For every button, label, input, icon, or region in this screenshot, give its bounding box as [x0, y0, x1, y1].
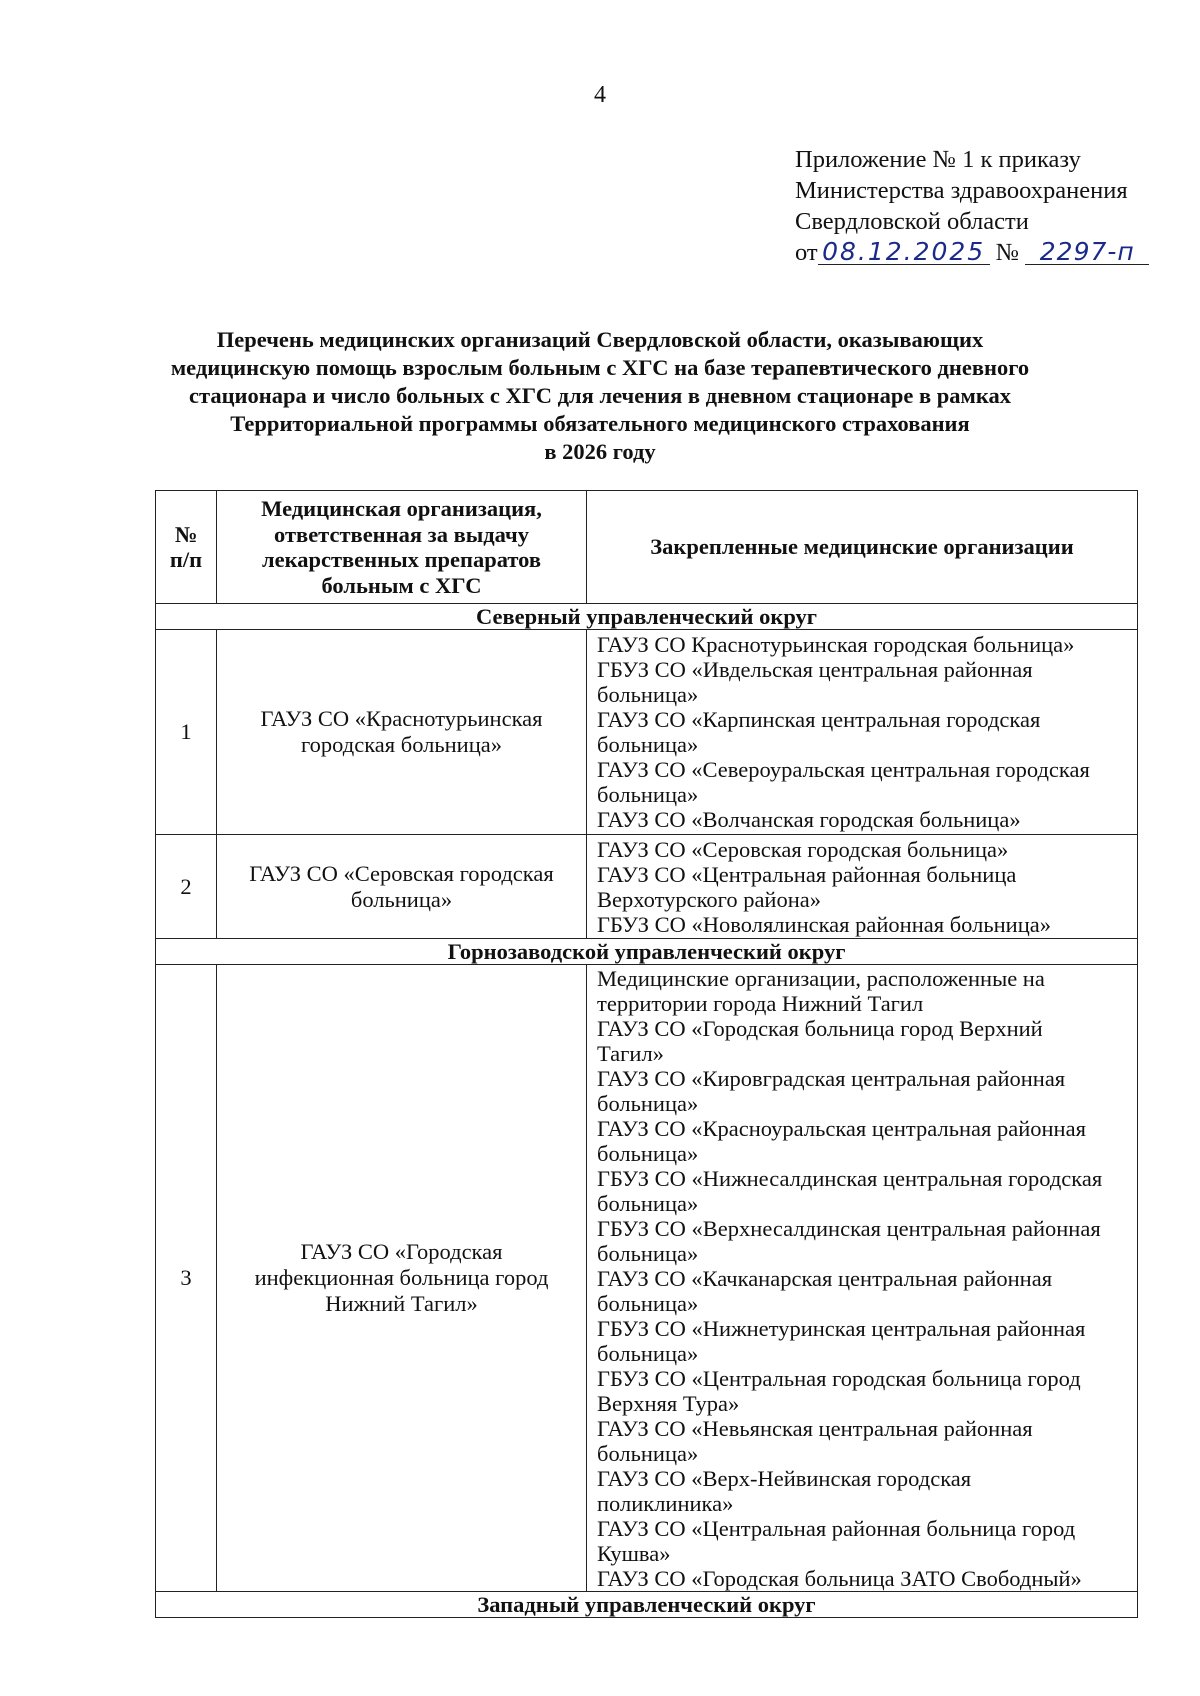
assigned-line: больница»	[597, 682, 699, 707]
district-north: Северный управленческий округ	[156, 604, 1138, 630]
assigned-line: ГАУЗ СО «Серовская городская больница»	[597, 836, 1009, 862]
district-row	[156, 1592, 1138, 1618]
assigned-orgs	[587, 835, 1138, 939]
assigned-line: ГАУЗ СО «Волчанская городская больница»	[597, 807, 1021, 832]
assigned-line: ГАУЗ СО «Центральная районная больница город	[597, 1515, 1076, 1541]
handwritten-date: 08.12.2025	[818, 239, 990, 265]
header-num	[156, 491, 217, 604]
title-line: Перечень медицинских организаций Свердловской области, оказывающих	[216, 327, 984, 352]
responsible-org	[217, 835, 587, 939]
assigned-line: ГАУЗ СО «Городская больница город Верхний	[597, 1015, 1043, 1041]
assigned-line: больница»	[597, 1340, 699, 1366]
header-org-line: Медицинская организация,	[261, 496, 542, 521]
assigned-line: ГАУЗ СО «Североуральская центральная городская	[597, 757, 1090, 782]
assigned-line: больница»	[597, 1290, 699, 1316]
number-label: №	[995, 239, 1020, 266]
appendix-block	[795, 144, 1149, 268]
assigned-line: больница»	[597, 1240, 699, 1266]
table-row	[156, 630, 1138, 835]
row-number: 1	[156, 630, 217, 835]
responsible-org	[217, 630, 587, 835]
district-west: Западный управленческий округ	[156, 1592, 1138, 1618]
header-assigned-orgs: Закрепленные медицинские организации	[587, 491, 1138, 604]
handwritten-order-number: 2297-п	[1025, 239, 1149, 265]
responsible-org	[217, 965, 587, 1592]
assigned-line: ГБУЗ СО «Нижнетуринская центральная районная	[597, 1315, 1086, 1341]
document-title	[140, 326, 1060, 466]
assigned-line: Медицинские организации, расположенные на	[597, 965, 1045, 991]
district-gornozavodsk: Горнозаводской управленческий округ	[156, 939, 1138, 965]
title-line: стационара и число больных с ХГС для лечения в дневном стационаре в рамках	[189, 383, 1011, 408]
title-line: в 2026 году	[544, 439, 656, 464]
assigned-line: больница»	[597, 732, 699, 757]
assigned-line: ГБУЗ СО «Нижнесалдинская центральная городская	[597, 1165, 1103, 1191]
assigned-line: поликлиника»	[597, 1490, 734, 1516]
assigned-line: ГАУЗ СО «Невьянская центральная районная	[597, 1415, 1033, 1441]
table-header-row	[156, 491, 1138, 604]
title-line: Территориальной программы обязательного медицинского страхования	[230, 411, 970, 436]
table-row	[156, 965, 1138, 1592]
org-line: городская больница»	[300, 732, 502, 757]
title-line: медицинскую помощь взрослым больным с ХГС на базе терапевтического дневного	[170, 355, 1030, 380]
assigned-line: Верхотурского района»	[597, 886, 822, 912]
district-row	[156, 604, 1138, 630]
assigned-line: Тагил»	[597, 1040, 664, 1066]
org-line: больница»	[350, 886, 453, 912]
assigned-line: ГАУЗ СО «Качканарская центральная районная	[597, 1265, 1053, 1291]
assigned-line: ГБУЗ СО «Верхнесалдинская центральная районная	[597, 1215, 1101, 1241]
org-line: инфекционная больница город	[254, 1265, 549, 1290]
appendix-line: Свердловской области	[795, 208, 1029, 235]
table-row	[156, 835, 1138, 939]
district-row	[156, 939, 1138, 965]
assigned-line: ГАУЗ СО «Верх-Нейвинская городская	[597, 1465, 972, 1491]
assigned-line: больница»	[597, 1190, 699, 1216]
assigned-line: ГАУЗ СО «Кировградская центральная районная	[597, 1065, 1066, 1091]
assigned-line: ГАУЗ СО «Центральная районная больница	[597, 861, 1017, 887]
header-num-line: №	[174, 521, 198, 547]
assigned-line: ГАУЗ СО Краснотурьинская городская больница»	[597, 632, 1075, 657]
row-number: 2	[156, 835, 217, 939]
header-responsible-org	[217, 491, 587, 604]
assigned-orgs	[587, 965, 1138, 1592]
assigned-line: Кушва»	[597, 1540, 671, 1566]
organizations-table	[155, 490, 1138, 1618]
order-date-number	[795, 237, 1149, 268]
org-line: Нижний Тагил»	[325, 1291, 478, 1316]
assigned-line: ГАУЗ СО «Карпинская центральная городская	[597, 707, 1041, 732]
assigned-line: ГАУЗ СО «Городская больница ЗАТО Свободный»	[597, 1565, 1082, 1591]
assigned-line: больница»	[597, 1440, 699, 1466]
assigned-orgs	[587, 630, 1138, 835]
header-num-line: п/п	[169, 547, 203, 572]
org-line: ГАУЗ СО «Городская	[300, 1239, 503, 1264]
assigned-line: ГАУЗ СО «Красноуральская центральная районная	[597, 1115, 1086, 1141]
assigned-line: территории города Нижний Тагил	[597, 990, 924, 1016]
assigned-line: ГБУЗ СО «Новолялинская районная больница»	[597, 911, 1051, 937]
header-org-line: больным с ХГС	[321, 572, 482, 598]
org-line: ГАУЗ СО «Серовская городская	[249, 860, 554, 886]
assigned-line: Верхняя Тура»	[597, 1390, 740, 1416]
org-line: ГАУЗ СО «Краснотурьинская	[260, 706, 543, 731]
assigned-line: больница»	[597, 1140, 699, 1166]
assigned-line: ГБУЗ СО «Ивдельская центральная районная	[597, 657, 1033, 682]
header-org-line: ответственная за выдачу	[274, 521, 529, 547]
header-org-line: лекарственных препаратов	[262, 547, 541, 572]
assigned-line: ГБУЗ СО «Центральная городская больница город	[597, 1365, 1081, 1391]
page-number: 4	[594, 82, 606, 108]
appendix-line: Министерства здравоохранения	[795, 177, 1128, 204]
row-number: 3	[156, 965, 217, 1592]
assigned-line: больница»	[597, 782, 699, 807]
appendix-line: Приложение № 1 к приказу	[795, 146, 1081, 173]
assigned-line: больница»	[597, 1090, 699, 1116]
from-label: от	[795, 239, 818, 266]
